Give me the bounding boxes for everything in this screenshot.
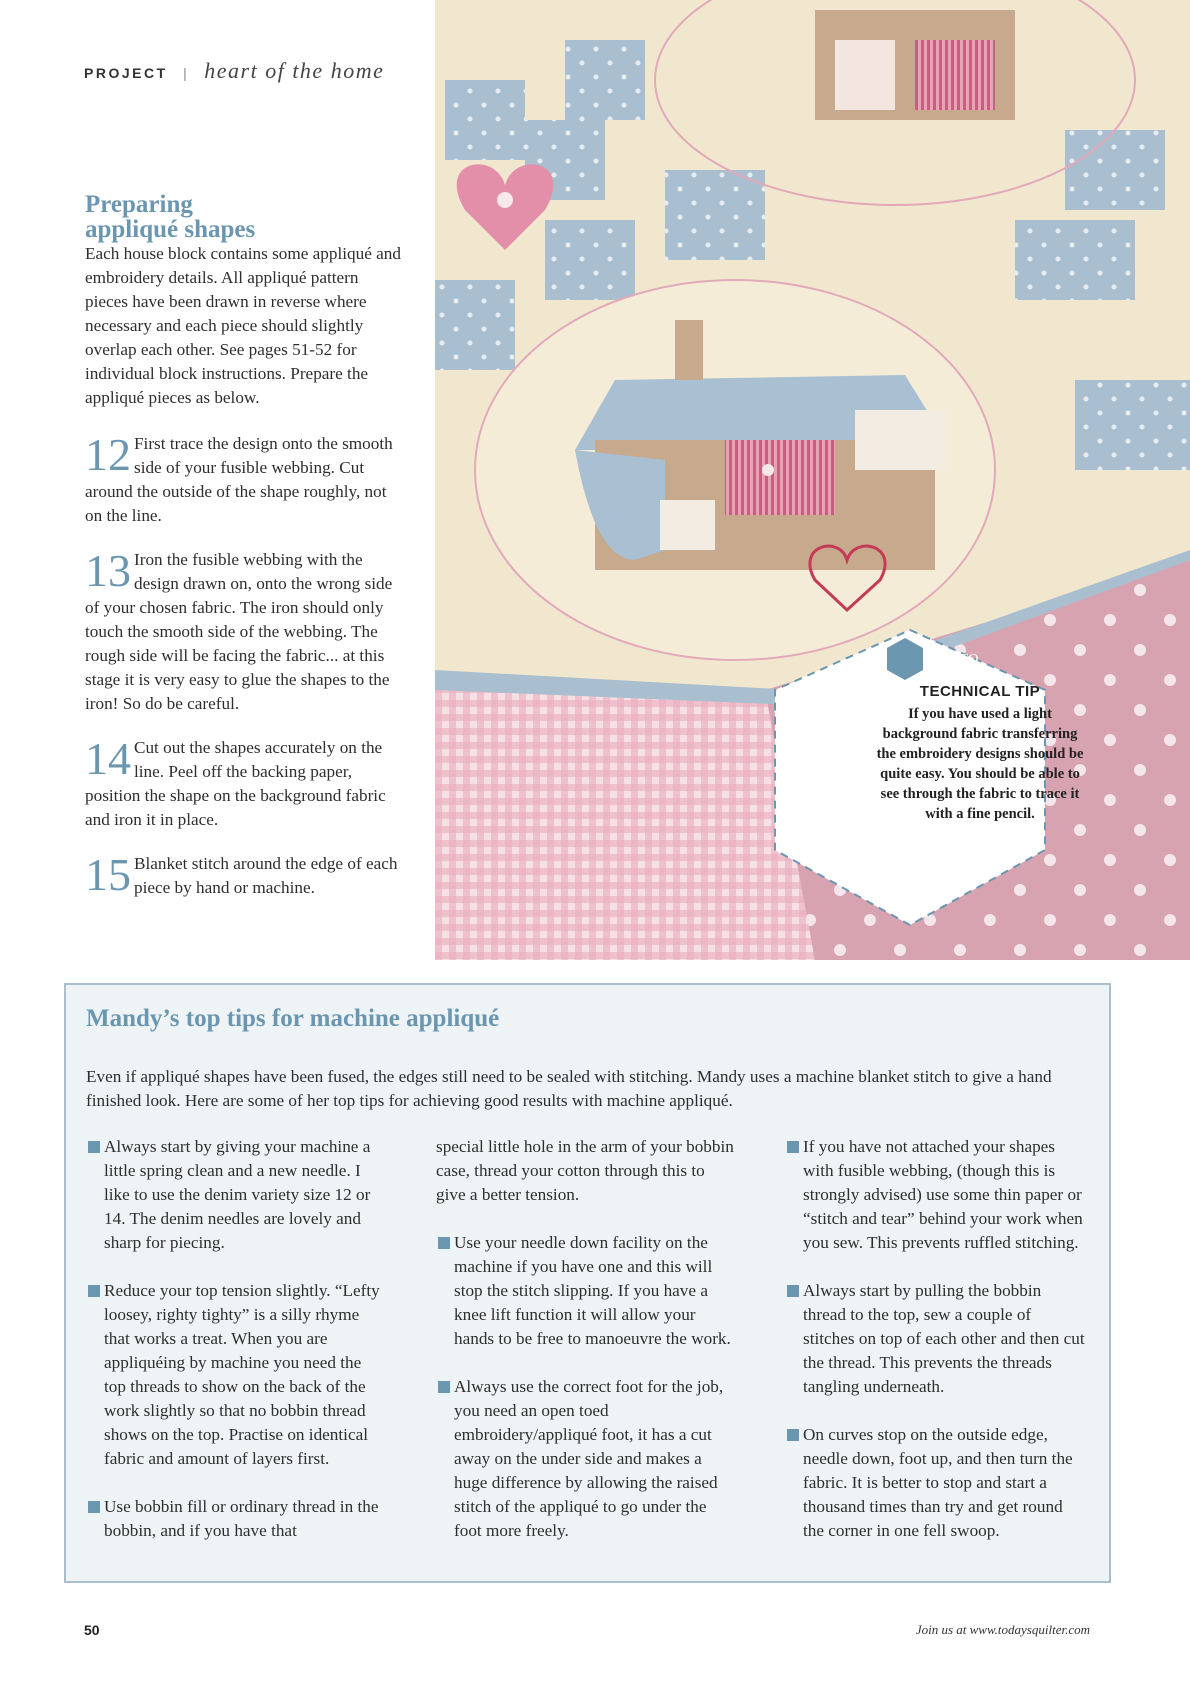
tips-box-intro: Even if appliqué shapes have been fused, the edges still need to be sealed with stitching. Mandy uses a machine blanket stitch to give a hand finished look. Here are some of her top tips for achieving good results with machine appliqué.	[86, 1067, 1052, 1110]
tip-item: Reduce your top tension slightly. “Lefty loosey, righty tighty” is a silly rhyme that works a treat. When you are appliquéing by machine you need the top threads to show on the back of the work slightly so that no bobbin thread shows on the top. Practise on identical fabric and amount of layers first.	[86, 1279, 386, 1471]
section-heading	[85, 192, 403, 242]
instructions-column	[85, 192, 403, 900]
tip-item: If you have not attached your shapes with fusible webbing, (though this is strongly advised) use some thin paper or “stitch and tear” behind your work when you sew. This prevents ruffled stitching.	[785, 1135, 1085, 1255]
step-15	[85, 849, 403, 900]
step-text: Cut out the shapes accurately on the line. Peel off the backing paper, position the shape on the background fabric and iron it in place.	[85, 738, 386, 829]
step-14	[85, 733, 403, 832]
heading-line-1: Preparing	[85, 191, 193, 218]
technical-tip	[870, 650, 1090, 824]
section-intro: Each house block contains some appliqué and embroidery details. All appliqué pattern pieces have been drawn in reverse where necessary and each piece should slightly overlap each other. See pages 51-52 for individual block instructions. Prepare the appliqué pieces as below.	[85, 244, 401, 407]
tips-column-1	[86, 1135, 386, 1567]
page-number: 50	[84, 1622, 100, 1638]
website-link[interactable]: Join us at www.todaysquilter.com	[915, 1622, 1090, 1637]
step-number: 12	[85, 429, 131, 480]
tip-item: Use bobbin fill or ordinary thread in the bobbin, and if you have that	[86, 1495, 386, 1543]
tip-item: Use your needle down facility on the machine if you have one and this will stop the stitch slipping. If you have a knee lift function it will allow your hands to be free to manoeuvre the work.	[436, 1231, 736, 1351]
tips-column-2	[436, 1135, 736, 1567]
step-12	[85, 429, 403, 528]
tip-item: Always start by pulling the bobbin thread to the top, sew a couple of stitches on top of each other and then cut the thread. This prevents the threads tangling underneath.	[785, 1279, 1085, 1399]
tip-item: Always start by giving your machine a little spring clean and a new needle. I like to use the denim variety size 12 or 14. The denim needles are lovely and sharp for piecing.	[86, 1135, 386, 1255]
tip-item: Always use the correct foot for the job, you need an open toed embroidery/appliqué foot, it has a cut away on the under side and makes a huge difference by allowing the raised stitch of the appliqué to go under the foot more freely.	[436, 1375, 736, 1543]
tip-item-continued: special little hole in the arm of your bobbin case, thread your cotton through this to give a better tension.	[436, 1137, 734, 1204]
page-header	[84, 58, 384, 84]
step-number: 15	[85, 849, 131, 900]
technical-tip-title: TECHNICAL TIP	[919, 683, 1041, 700]
step-13	[85, 545, 403, 716]
tq-badge: TQ	[959, 652, 979, 667]
step-text: First trace the design onto the smooth side of your fusible webbing. Cut around the outside of the shape roughly, not on the line.	[85, 434, 393, 525]
section-label: PROJECT	[84, 65, 168, 81]
project-title: heart of the home	[204, 58, 385, 83]
step-text: Blanket stitch around the edge of each piece by hand or machine.	[134, 854, 398, 897]
technical-tip-body: If you have used a light background fabric transferring the embroidery designs should be quite easy. You should be able to see through the fabric to trace it with a fine pencil.	[876, 706, 1084, 822]
step-number: 13	[85, 545, 131, 596]
machine-applique-tips-box	[64, 983, 1111, 1583]
heading-line-2: appliqué shapes	[85, 216, 256, 243]
tips-box-title: Mandy’s top tips for machine appliqué	[86, 1005, 500, 1032]
step-text: Iron the fusible webbing with the design drawn on, onto the wrong side of your chosen fabric. The iron should only touch the smooth side of the webbing. The rough side will be facing the fabric... at this stage it is very easy to glue the shapes to the iron! So do be careful.	[85, 550, 393, 713]
tip-item: On curves stop on the outside edge, needle down, foot up, and then turn the fabric. It is better to stop and start a thousand times than try and get round the corner in one fell swoop.	[785, 1423, 1085, 1543]
step-number: 14	[85, 733, 131, 784]
header-separator: |	[183, 65, 189, 81]
tips-column-3	[785, 1135, 1085, 1567]
